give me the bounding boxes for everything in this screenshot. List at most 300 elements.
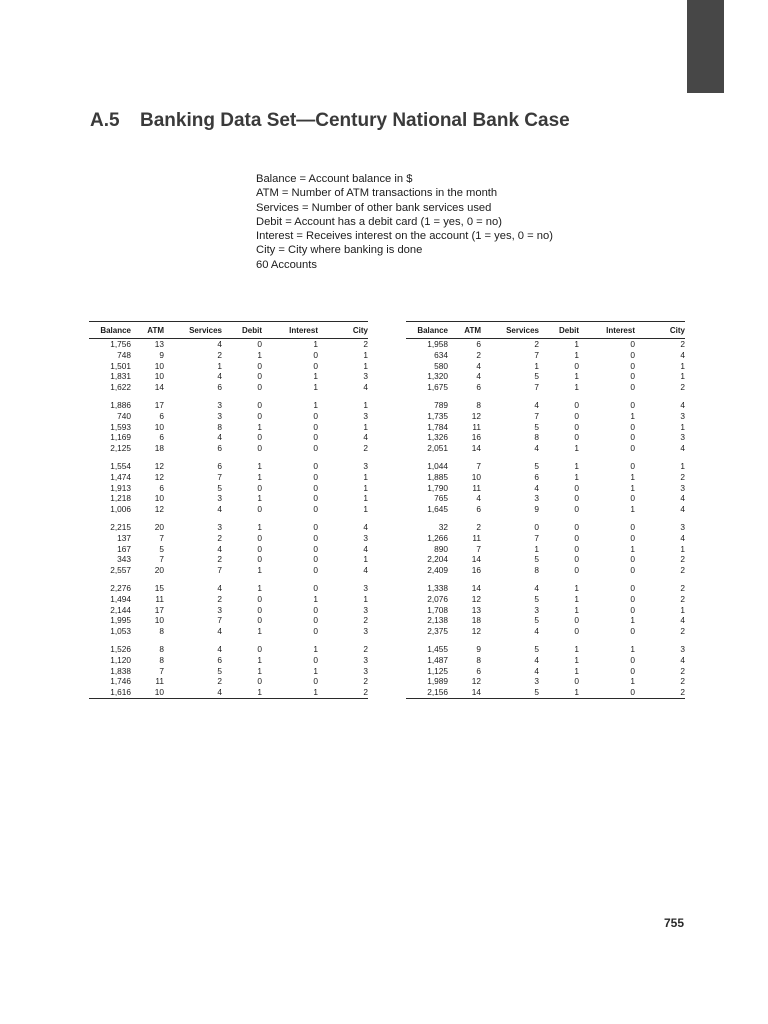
cell-atm: 17 (154, 604, 164, 615)
cell-debit: 0 (574, 554, 579, 565)
cell-interest: 1 (630, 543, 635, 554)
cell-city: 1 (680, 604, 685, 615)
cell-atm: 11 (155, 593, 164, 604)
cell-city: 4 (680, 504, 685, 515)
cell-atm: 12 (154, 471, 164, 482)
cell-services: 4 (217, 643, 222, 654)
cell-interest: 0 (630, 382, 635, 393)
cell-interest: 0 (630, 604, 635, 615)
cell-city: 2 (635, 687, 685, 698)
cell-debit: 0 (257, 432, 262, 443)
cell-atm: 12 (471, 676, 481, 687)
variable-definitions (256, 172, 553, 272)
table-row (406, 637, 685, 655)
cell-atm: 4 (476, 371, 481, 382)
cell-city: 1 (363, 421, 368, 432)
cell-debit: 0 (257, 643, 262, 654)
column-header-services: Services (481, 322, 539, 339)
table-row (406, 454, 685, 472)
cell-debit: 0 (257, 532, 262, 543)
cell-balance: 343 (117, 554, 131, 565)
table-row (89, 350, 368, 361)
cell-debit: 0 (574, 421, 579, 432)
cell-debit: 1 (574, 665, 579, 676)
table-row (89, 339, 368, 350)
column-header-city: City (635, 322, 685, 339)
cell-atm: 11 (472, 532, 481, 543)
cell-interest: 1 (630, 482, 635, 493)
table-row (406, 626, 685, 637)
cell-atm: 12 (471, 593, 481, 604)
cell-atm: 10 (154, 421, 164, 432)
cell-city: 3 (363, 582, 368, 593)
cell-atm: 10 (154, 615, 164, 626)
cell-services: 5 (534, 643, 539, 654)
cell-atm: 14 (471, 582, 481, 593)
cell-interest: 0 (313, 443, 318, 454)
cell-city: 2 (363, 339, 368, 349)
cell-interest: 0 (630, 593, 635, 604)
cell-services: 5 (217, 665, 222, 676)
cell-city: 3 (363, 626, 368, 637)
cell-city: 3 (680, 643, 685, 654)
cell-balance: 1,886 (110, 399, 131, 410)
cell-balance: 2,138 (427, 615, 448, 626)
cell-debit: 1 (574, 593, 579, 604)
definition-line: Interest = Receives interest on the account (1 = yes, 0 = no) (256, 230, 553, 243)
cell-city: 2 (363, 615, 368, 626)
cell-services: 4 (534, 626, 539, 637)
cell-debit: 0 (257, 482, 262, 493)
cell-city: 4 (680, 349, 685, 360)
table-row (406, 655, 685, 666)
table-row (406, 565, 685, 576)
cell-services: 1 (534, 543, 539, 554)
cell-services: 4 (534, 482, 539, 493)
definition-line: Balance = Account balance in $ (256, 173, 413, 185)
cell-interest: 1 (313, 643, 318, 654)
cell-balance: 1,756 (110, 339, 131, 349)
cell-city: 3 (363, 654, 368, 665)
cell-interest: 0 (313, 504, 318, 515)
cell-city: 1 (680, 543, 685, 554)
cell-city: 2 (363, 676, 368, 687)
cell-debit: 0 (257, 399, 262, 410)
cell-interest: 0 (313, 410, 318, 421)
cell-services: 2 (217, 554, 222, 565)
column-header-city: City (318, 322, 368, 339)
cell-balance: 1,455 (427, 643, 448, 654)
cell-interest: 0 (630, 443, 635, 454)
cell-atm: 6 (476, 339, 481, 349)
cell-atm: 7 (159, 665, 164, 676)
cell-interest: 1 (630, 410, 635, 421)
cell-balance: 1,487 (427, 654, 448, 665)
table-row (406, 504, 685, 515)
cell-debit: 1 (257, 565, 262, 576)
cell-balance: 1,708 (427, 604, 448, 615)
cell-atm: 5 (159, 543, 164, 554)
column-header-debit: Debit (222, 322, 262, 339)
cell-balance: 1,622 (110, 382, 131, 393)
cell-debit: 0 (574, 565, 579, 576)
cell-interest: 0 (630, 349, 635, 360)
cell-services: 7 (217, 615, 222, 626)
cell-interest: 0 (313, 432, 318, 443)
table-row (89, 504, 368, 515)
cell-balance: 1,995 (110, 615, 131, 626)
cell-city: 1 (363, 593, 368, 604)
cell-atm: 10 (131, 687, 164, 698)
cell-services: 5 (217, 482, 222, 493)
cell-atm: 12 (154, 460, 164, 471)
cell-debit: 1 (257, 654, 262, 665)
cell-services: 7 (217, 565, 222, 576)
column-header-atm: ATM (448, 322, 481, 339)
table-row (406, 605, 685, 616)
table-row (89, 676, 368, 687)
cell-debit: 0 (574, 410, 579, 421)
cell-services: 5 (534, 460, 539, 471)
cell-services: 4 (217, 371, 222, 382)
cell-city: 1 (363, 360, 368, 371)
cell-interest: 0 (313, 493, 318, 504)
cell-city: 2 (680, 565, 685, 576)
cell-debit: 0 (257, 371, 262, 382)
cell-debit: 0 (257, 615, 262, 626)
cell-services: 4 (534, 654, 539, 665)
cell-balance: 1,044 (427, 460, 448, 471)
cell-debit: 1 (574, 460, 579, 471)
cell-balance: 1,169 (110, 432, 131, 443)
cell-services: 6 (217, 443, 222, 454)
cell-balance: 1,006 (110, 504, 131, 515)
cell-services: 5 (534, 554, 539, 565)
cell-atm: 17 (154, 399, 164, 410)
cell-atm: 7 (159, 532, 164, 543)
cell-debit: 0 (574, 493, 579, 504)
cell-balance: 1,120 (110, 654, 131, 665)
cell-debit: 0 (257, 554, 262, 565)
cell-city: 2 (363, 643, 368, 654)
cell-debit: 0 (574, 399, 579, 410)
table-row (89, 422, 368, 433)
cell-debit: 1 (257, 665, 262, 676)
cell-services: 4 (217, 543, 222, 554)
cell-debit: 1 (222, 687, 262, 698)
cell-interest: 1 (630, 676, 635, 687)
column-header-services: Services (164, 322, 222, 339)
column-header-interest: Interest (579, 322, 635, 339)
cell-interest: 0 (313, 582, 318, 593)
cell-interest: 0 (313, 676, 318, 687)
cell-services: 8 (534, 432, 539, 443)
cell-atm: 7 (476, 543, 481, 554)
cell-debit: 1 (574, 643, 579, 654)
table-row (406, 361, 685, 372)
cell-interest: 0 (630, 360, 635, 371)
cell-interest: 0 (313, 471, 318, 482)
cell-balance: 1,320 (427, 371, 448, 382)
cell-balance: 1,675 (427, 382, 448, 393)
definition-line: Services = Number of other bank services used (256, 201, 492, 214)
cell-services: 0 (534, 521, 539, 532)
cell-balance: 1,218 (110, 493, 131, 504)
table-row (406, 676, 685, 687)
cell-services: 4 (217, 582, 222, 593)
cell-debit: 0 (257, 543, 262, 554)
cell-balance: 1,885 (427, 471, 448, 482)
cell-atm: 12 (471, 626, 481, 637)
cell-city: 1 (363, 554, 368, 565)
table-row (89, 483, 368, 494)
column-header-debit: Debit (539, 322, 579, 339)
cell-debit: 1 (257, 626, 262, 637)
cell-balance: 137 (117, 532, 131, 543)
table-row (89, 371, 368, 382)
cell-balance: 1,735 (427, 410, 448, 421)
cell-atm: 8 (159, 643, 164, 654)
cell-atm: 20 (154, 521, 164, 532)
cell-city: 3 (680, 410, 685, 421)
cell-services: 4 (217, 339, 222, 349)
right-data-table-container (406, 321, 685, 699)
cell-debit: 1 (574, 582, 579, 593)
table-row (406, 554, 685, 565)
definition-line: 60 Accounts (256, 258, 317, 271)
cell-atm: 10 (154, 493, 164, 504)
cell-city: 2 (680, 471, 685, 482)
cell-debit: 1 (574, 371, 579, 382)
cell-atm: 2 (476, 521, 481, 532)
cell-debit: 0 (257, 339, 262, 349)
cell-debit: 0 (574, 676, 579, 687)
cell-city: 2 (680, 582, 685, 593)
cell-city: 3 (363, 665, 368, 676)
cell-city: 4 (680, 399, 685, 410)
cell-debit: 0 (574, 360, 579, 371)
cell-balance: 1,593 (110, 421, 131, 432)
cell-services: 3 (217, 410, 222, 421)
cell-services: 7 (534, 532, 539, 543)
cell-interest: 0 (630, 665, 635, 676)
cell-services: 7 (534, 410, 539, 421)
cell-services: 3 (534, 493, 539, 504)
cell-atm: 10 (471, 471, 481, 482)
cell-debit: 0 (257, 593, 262, 604)
cell-interest: 1 (262, 687, 318, 698)
cell-services: 2 (534, 339, 539, 349)
cell-city: 1 (680, 421, 685, 432)
cell-city: 2 (680, 676, 685, 687)
cell-atm: 7 (476, 460, 481, 471)
cell-interest: 0 (313, 565, 318, 576)
cell-interest: 0 (313, 554, 318, 565)
table-row (89, 666, 368, 677)
left-data-table (89, 321, 368, 699)
cell-atm: 6 (476, 665, 481, 676)
cell-services: 6 (217, 382, 222, 393)
cell-atm: 14 (448, 687, 481, 698)
cell-services: 3 (217, 604, 222, 615)
cell-atm: 16 (471, 565, 481, 576)
table-row (406, 371, 685, 382)
cell-atm: 6 (476, 504, 481, 515)
cell-balance: 1,338 (427, 582, 448, 593)
cell-city: 1 (363, 471, 368, 482)
cell-atm: 6 (159, 482, 164, 493)
cell-atm: 6 (159, 410, 164, 421)
cell-debit: 1 (574, 471, 579, 482)
cell-debit: 1 (539, 687, 579, 698)
cell-services: 7 (534, 349, 539, 360)
cell-city: 3 (680, 482, 685, 493)
cell-interest: 0 (313, 521, 318, 532)
cell-interest: 0 (313, 482, 318, 493)
cell-balance: 2,051 (427, 443, 448, 454)
table-row (406, 411, 685, 422)
cell-interest: 0 (630, 532, 635, 543)
cell-city: 3 (363, 460, 368, 471)
cell-balance: 748 (117, 349, 131, 360)
table-row (406, 472, 685, 483)
table-row (89, 554, 368, 565)
cell-city: 2 (680, 382, 685, 393)
cell-services: 6 (534, 471, 539, 482)
cell-city: 2 (680, 554, 685, 565)
cell-balance: 2,276 (110, 582, 131, 593)
cell-interest: 0 (313, 604, 318, 615)
cell-interest: 1 (313, 399, 318, 410)
cell-debit: 1 (574, 382, 579, 393)
cell-balance: 1,958 (427, 339, 448, 349)
cell-services: 4 (534, 399, 539, 410)
cell-balance: 2,375 (427, 626, 448, 637)
cell-debit: 1 (574, 349, 579, 360)
table-row (89, 594, 368, 605)
cell-interest: 0 (630, 626, 635, 637)
table-row (406, 382, 685, 393)
cell-debit: 0 (257, 504, 262, 515)
cell-services: 9 (534, 504, 539, 515)
cell-debit: 0 (257, 443, 262, 454)
cell-services: 8 (217, 421, 222, 432)
left-data-table-container (89, 321, 368, 699)
cell-balance: 1,501 (110, 360, 131, 371)
cell-city: 3 (363, 532, 368, 543)
cell-debit: 1 (257, 421, 262, 432)
cell-services: 3 (534, 604, 539, 615)
cell-city: 1 (363, 399, 368, 410)
cell-city: 2 (680, 593, 685, 604)
column-header-atm: ATM (131, 322, 164, 339)
cell-balance: 1,831 (110, 371, 131, 382)
cell-balance: 890 (434, 543, 448, 554)
cell-balance: 580 (434, 360, 448, 371)
cell-city: 3 (680, 521, 685, 532)
cell-services: 4 (217, 432, 222, 443)
table-row (406, 576, 685, 594)
cell-balance: 32 (438, 521, 448, 532)
table-row (406, 443, 685, 454)
cell-interest: 1 (630, 504, 635, 515)
cell-debit: 0 (574, 532, 579, 543)
cell-services: 1 (217, 360, 222, 371)
cell-city: 3 (363, 604, 368, 615)
cell-debit: 1 (574, 443, 579, 454)
cell-services: 5 (534, 615, 539, 626)
table-row (406, 687, 685, 698)
cell-city: 4 (680, 532, 685, 543)
table-row (89, 565, 368, 576)
cell-atm: 20 (154, 565, 164, 576)
cell-services: 6 (217, 654, 222, 665)
table-row (406, 666, 685, 677)
cell-interest: 0 (630, 432, 635, 443)
cell-balance: 2,144 (110, 604, 131, 615)
table-row (89, 605, 368, 616)
table-row (406, 483, 685, 494)
table-row (89, 655, 368, 666)
cell-debit: 0 (574, 504, 579, 515)
cell-city: 1 (680, 460, 685, 471)
cell-interest: 1 (630, 615, 635, 626)
table-row (89, 454, 368, 472)
cell-interest: 1 (313, 371, 318, 382)
cell-services: 8 (534, 565, 539, 576)
cell-debit: 1 (257, 471, 262, 482)
cell-city: 4 (363, 382, 368, 393)
cell-balance: 1,326 (427, 432, 448, 443)
cell-atm: 16 (471, 432, 481, 443)
table-row (89, 443, 368, 454)
cell-balance: 2,409 (427, 565, 448, 576)
table-row (89, 687, 368, 698)
cell-balance: 1,125 (427, 665, 448, 676)
table-row (89, 626, 368, 637)
cell-debit: 0 (574, 521, 579, 532)
cell-interest: 0 (630, 654, 635, 665)
cell-balance: 1,746 (110, 676, 131, 687)
cell-services: 1 (534, 360, 539, 371)
cell-city: 2 (363, 443, 368, 454)
cell-debit: 0 (257, 676, 262, 687)
cell-city: 1 (363, 349, 368, 360)
cell-services: 3 (217, 493, 222, 504)
section-number: A.5 (90, 110, 120, 131)
cell-atm: 10 (154, 371, 164, 382)
cell-atm: 11 (472, 482, 481, 493)
cell-services: 5 (481, 687, 539, 698)
cell-atm: 7 (159, 554, 164, 565)
cell-debit: 1 (574, 604, 579, 615)
cell-services: 2 (217, 349, 222, 360)
cell-services: 2 (217, 532, 222, 543)
table-row (406, 493, 685, 504)
cell-interest: 0 (630, 521, 635, 532)
cell-interest: 0 (313, 360, 318, 371)
cell-services: 4 (534, 582, 539, 593)
cell-atm: 10 (154, 360, 164, 371)
cell-balance: 1,838 (110, 665, 131, 676)
cell-interest: 0 (313, 626, 318, 637)
cell-balance: 1,616 (89, 687, 131, 698)
definition-line: City = City where banking is done (256, 244, 423, 257)
cell-services: 6 (217, 460, 222, 471)
cell-interest: 0 (630, 371, 635, 382)
cell-atm: 11 (155, 676, 164, 687)
cell-interest: 0 (313, 654, 318, 665)
